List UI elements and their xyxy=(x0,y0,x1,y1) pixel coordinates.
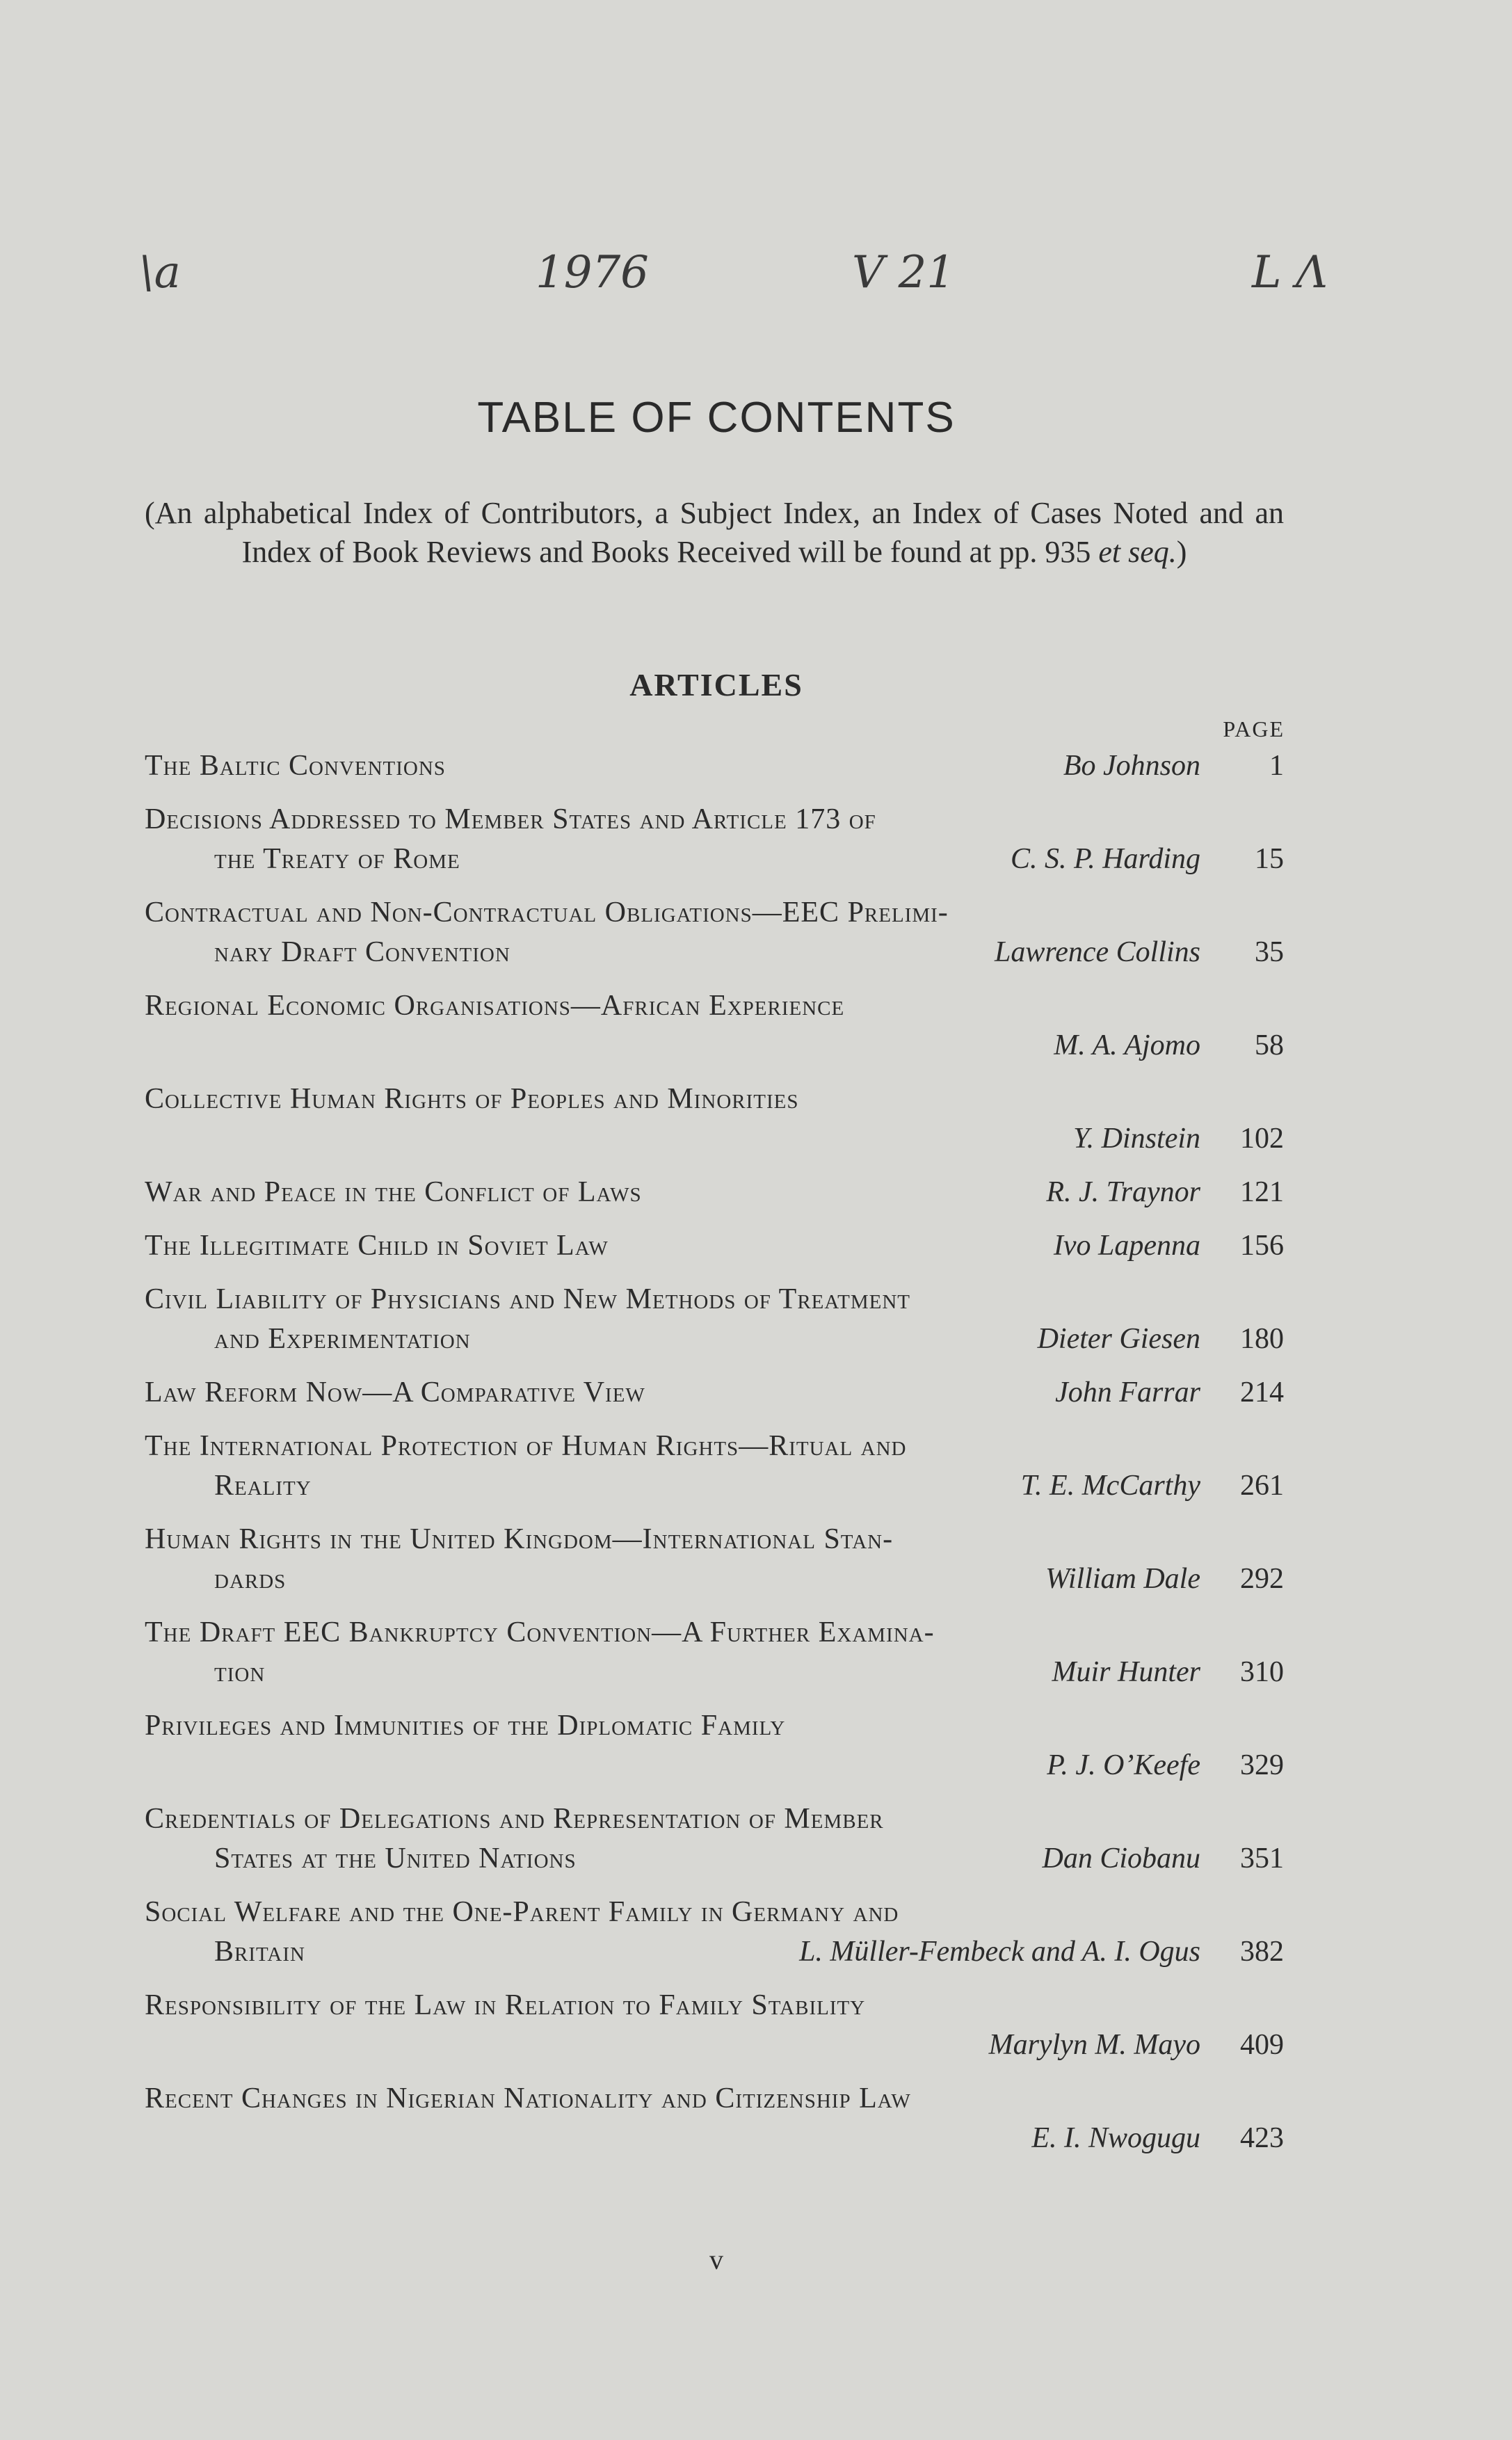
article-page-number: 15 xyxy=(1255,843,1284,875)
article-title-line-1: Human Rights in the United Kingdom—International Stan- xyxy=(145,1523,894,1555)
toc-entry xyxy=(145,1373,1284,1413)
toc-entry xyxy=(145,1799,1284,1879)
article-author: Ivo Lapenna xyxy=(1053,1230,1200,1262)
toc-entry xyxy=(145,1986,1284,2065)
article-page-number: 180 xyxy=(1240,1323,1284,1355)
article-title-line-2: tion xyxy=(214,1656,266,1688)
article-author: T. E. McCarthy xyxy=(1020,1470,1200,1502)
article-title xyxy=(145,986,1284,1026)
page-column-label: PAGE xyxy=(1223,716,1285,741)
article-title-line-2: States at the United Nations xyxy=(214,1843,577,1875)
article-author: Lawrence Collins xyxy=(995,936,1200,968)
handwritten-note-3: V 21 xyxy=(852,247,955,298)
article-page-number: 261 xyxy=(1240,1470,1284,1502)
article-author: Bo Johnson xyxy=(1063,750,1200,782)
article-title-line-2: Reality xyxy=(214,1470,312,1502)
intro-note xyxy=(145,494,1284,572)
article-title-line-1: Regional Economic Organisations—African Experience xyxy=(145,990,845,1022)
toc-entry xyxy=(145,893,1284,972)
intro-text: (An alphabetical Index of Contributors, a Subject Index, an Index of Cases Noted and an Index of Book Reviews and Books Received will be found at pp. 935 xyxy=(145,496,1284,569)
article-page-number: 35 xyxy=(1255,936,1284,968)
article-author: William Dale xyxy=(1045,1563,1200,1595)
article-title-line-1: Responsibility of the Law in Relation to Family Stability xyxy=(145,1989,866,2021)
toc-entry xyxy=(145,746,1284,786)
toc-entry xyxy=(145,1079,1284,1159)
toc-entry xyxy=(145,1427,1284,1506)
article-page-number: 156 xyxy=(1240,1230,1284,1262)
article-title-line-1: Social Welfare and the One-Parent Family in Germany and xyxy=(145,1896,899,1928)
article-title xyxy=(145,1986,1284,2025)
article-author: Muir Hunter xyxy=(1052,1656,1200,1688)
article-title-line-1: Privileges and Immunities of the Diplomatic Family xyxy=(145,1710,786,1742)
toc-entry xyxy=(145,1893,1284,1972)
page-title: TABLE OF CONTENTS xyxy=(477,394,956,442)
article-title-line-1: Credentials of Delegations and Representation of Member xyxy=(145,1803,884,1835)
toc-entry xyxy=(145,1706,1284,1785)
article-title-line-2: dards xyxy=(214,1563,287,1595)
article-page-number: 423 xyxy=(1240,2122,1284,2154)
article-author: L. Müller-Fembeck and A. I. Ogus xyxy=(799,1936,1200,1968)
article-author: Marylyn M. Mayo xyxy=(988,2029,1200,2061)
page-folio: v xyxy=(709,2244,723,2275)
toc-entry xyxy=(145,1173,1284,1212)
article-page-number: 1 xyxy=(1269,750,1284,782)
article-title xyxy=(145,2079,1284,2119)
article-page-number: 58 xyxy=(1255,1029,1284,1061)
article-title-line-1: The Illegitimate Child in Soviet Law xyxy=(145,1230,609,1262)
intro-close: ) xyxy=(1176,535,1187,569)
handwritten-note-4: L Λ xyxy=(1252,247,1328,298)
article-author: Y. Dinstein xyxy=(1073,1123,1200,1155)
article-page-number: 409 xyxy=(1240,2029,1284,2061)
article-author: M. A. Ajomo xyxy=(1054,1029,1200,1061)
article-title-line-2: the Treaty of Rome xyxy=(214,843,460,875)
article-author: P. J. O’Keefe xyxy=(1047,1749,1200,1781)
article-title-line-2: nary Draft Convention xyxy=(214,936,510,968)
toc-entry xyxy=(145,800,1284,879)
article-title-line-2: Britain xyxy=(214,1936,305,1968)
article-author: Dan Ciobanu xyxy=(1042,1843,1200,1875)
article-title-line-1: Law Reform Now—A Comparative View xyxy=(145,1376,645,1408)
article-title-line-2: and Experimentation xyxy=(214,1323,471,1355)
article-author: John Farrar xyxy=(1055,1376,1200,1408)
toc-entry xyxy=(145,1613,1284,1692)
article-title-line-1: War and Peace in the Conflict of Laws xyxy=(145,1176,642,1208)
article-title-line-1: The International Protection of Human Rights—Ritual and xyxy=(145,1430,907,1462)
article-page-number: 310 xyxy=(1240,1656,1284,1688)
toc-entry xyxy=(145,1226,1284,1266)
article-page-number: 351 xyxy=(1240,1843,1284,1875)
intro-et-seq: et seq. xyxy=(1098,535,1177,569)
article-author: R. J. Traynor xyxy=(1046,1176,1200,1208)
article-author: Dieter Giesen xyxy=(1037,1323,1200,1355)
article-page-number: 292 xyxy=(1240,1563,1284,1595)
article-page-number: 329 xyxy=(1240,1749,1284,1781)
toc-entry xyxy=(145,1520,1284,1599)
article-title-line-1: Civil Liability of Physicians and New Methods of Treatment xyxy=(145,1283,910,1315)
article-page-number: 382 xyxy=(1240,1936,1284,1968)
article-title-line-1: The Baltic Conventions xyxy=(145,750,446,782)
toc-entry xyxy=(145,1280,1284,1359)
article-author: C. S. P. Harding xyxy=(1010,843,1200,875)
article-page-number: 121 xyxy=(1240,1176,1284,1208)
articles-list xyxy=(145,746,1284,2172)
toc-entry xyxy=(145,2079,1284,2158)
article-title xyxy=(145,1079,1284,1119)
article-title-line-1: Decisions Addressed to Member States and Article 173 of xyxy=(145,803,876,835)
article-author: E. I. Nwogugu xyxy=(1031,2122,1200,2154)
article-page-number: 214 xyxy=(1240,1376,1284,1408)
handwritten-note-2: 1976 xyxy=(536,247,649,298)
section-heading: ARTICLES xyxy=(629,667,803,703)
article-title-line-1: Collective Human Rights of Peoples and Minorities xyxy=(145,1083,799,1115)
toc-entry xyxy=(145,986,1284,1066)
article-title-line-1: Contractual and Non-Contractual Obligations—EEC Prelimi- xyxy=(145,897,949,929)
article-title-line-1: The Draft EEC Bankruptcy Convention—A Further Examina- xyxy=(145,1616,935,1648)
article-title-line-1: Recent Changes in Nigerian Nationality and Citizenship Law xyxy=(145,2082,911,2114)
article-page-number: 102 xyxy=(1240,1123,1284,1155)
article-title xyxy=(145,1706,1284,1746)
handwritten-note-1: \a xyxy=(139,247,181,298)
